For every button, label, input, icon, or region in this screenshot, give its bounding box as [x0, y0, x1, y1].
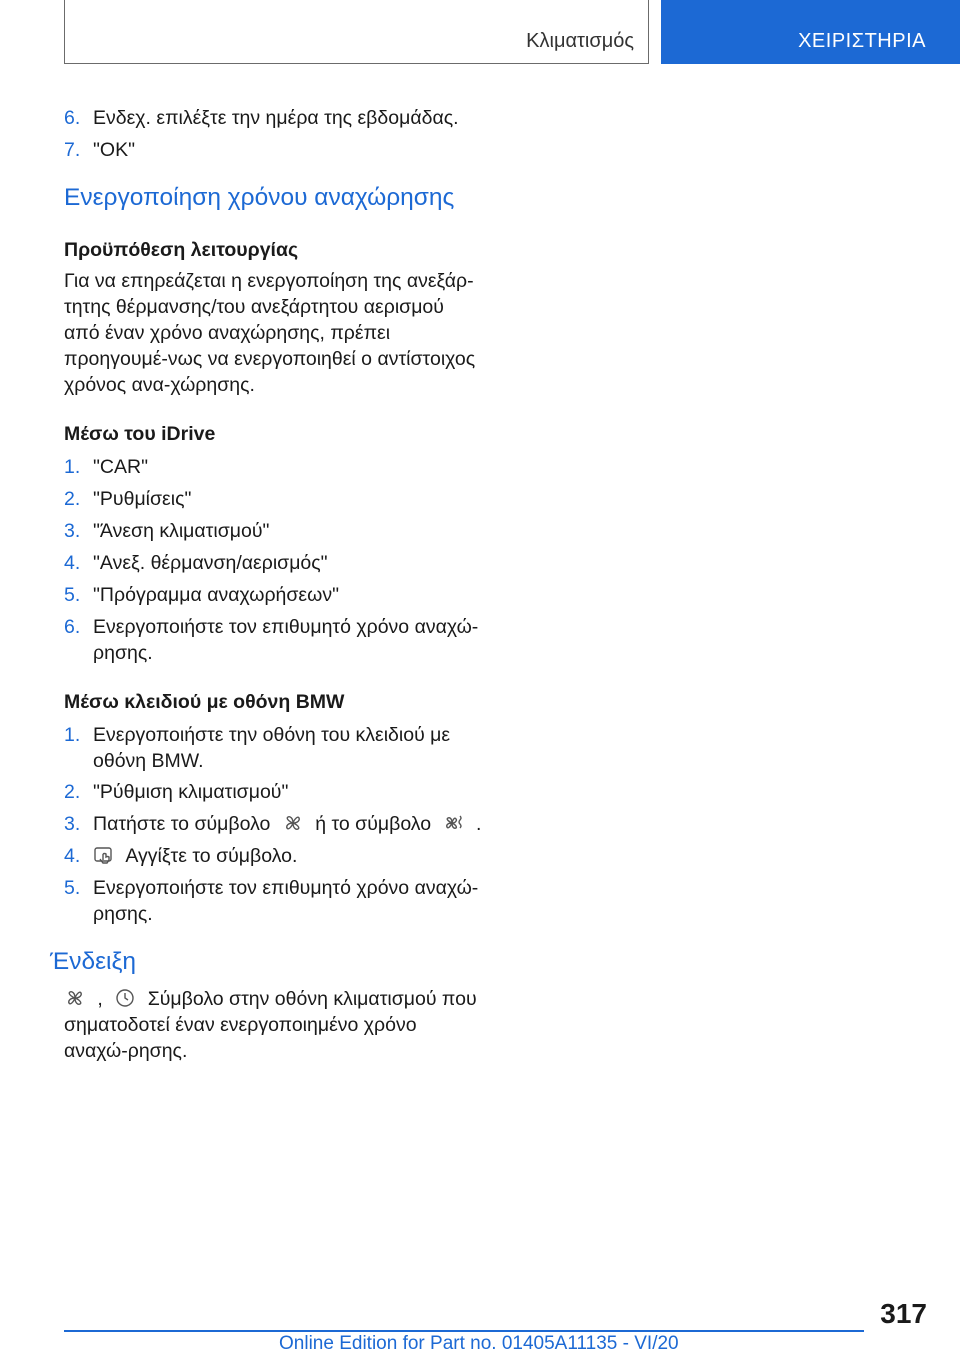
list-item: [64, 722, 483, 774]
fan-heat-icon: [443, 812, 465, 834]
list-item: [64, 518, 483, 544]
step4-text: Αγγίξτε το σύμβολο.: [125, 845, 298, 867]
list-item: [64, 582, 483, 608]
key-heading: Μέσω κλειδιού με οθόνη BMW: [64, 691, 345, 713]
indication-text: [64, 986, 484, 1064]
step-number: 4.: [64, 552, 81, 574]
step-text: [93, 843, 483, 869]
step-number: 2.: [64, 488, 81, 510]
step3-text-c: .: [475, 813, 482, 835]
step-number: 5.: [64, 877, 81, 899]
step-number: 6.: [64, 616, 81, 638]
list-item: [64, 614, 483, 666]
list-item: [64, 137, 483, 163]
list-item: [64, 486, 483, 512]
header-section-title: Κλιματισμός: [526, 30, 634, 52]
list-item: [64, 875, 483, 927]
fan-icon: [64, 987, 86, 1009]
list-item: [64, 779, 483, 805]
step-text: Ενεργοποιήστε τον επιθυμητό χρόνο αναχώ-ρησης.: [93, 877, 479, 925]
header-manual-label: ΧΕΙΡΙΣΤΗΡΙΑ: [798, 30, 926, 52]
indication-text-a: Σύμβολο στην οθόνη κλιματισμού που: [147, 988, 477, 1010]
touch-screen-icon: [93, 844, 115, 866]
step-number: 2.: [64, 781, 81, 803]
footer-divider: [64, 1330, 864, 1332]
step-number: 6.: [64, 107, 81, 129]
list-item: [64, 454, 483, 480]
footer-edition: Online Edition for Part no. 01405A11135 - VI/20: [279, 1333, 679, 1354]
step-text: [93, 811, 483, 837]
step-text: "Πρόγραμμα αναχωρήσεων": [93, 584, 340, 606]
page-number: 317: [880, 1298, 927, 1329]
list-item: [64, 811, 483, 837]
step-number: 4.: [64, 845, 81, 867]
step-text: "Άνεση κλιματισμού": [93, 520, 270, 542]
step-text: "Ρύθμιση κλιματισμού": [93, 781, 289, 803]
step-text: "Ανεξ. θέρμανση/αερισμός": [93, 552, 328, 574]
list-item: [64, 550, 483, 576]
step-number: 5.: [64, 584, 81, 606]
step-text: Ενεργοποιήστε τον επιθυμητό χρόνο αναχώ-ρησης.: [93, 616, 479, 664]
fan-icon: [282, 812, 304, 834]
step-text: "CAR": [93, 456, 149, 478]
step-text: "OK": [93, 139, 136, 161]
section-title-indication: Ένδειξη: [50, 948, 137, 975]
clock-icon: [114, 987, 136, 1009]
step3-text-b: ή το σύμβολο: [315, 813, 432, 835]
section-title-activate: Ενεργοποίηση χρόνου αναχώρησης: [64, 184, 455, 211]
step-text: Ενδεχ. επιλέξτε την ημέρα της εβδομάδας.: [93, 107, 459, 129]
step-number: 3.: [64, 813, 81, 835]
step-number: 1.: [64, 724, 81, 746]
prereq-heading: Προϋπόθεση λειτουργίας: [64, 239, 299, 261]
list-item: [64, 105, 483, 131]
step-number: 7.: [64, 139, 81, 161]
header-manual-tab: [661, 0, 960, 64]
indication-separator: ,: [97, 988, 103, 1010]
header-section-box: [64, 0, 649, 64]
step3-text-a: Πατήστε το σύμβολο: [93, 813, 271, 835]
prereq-text: Για να επηρεάζεται η ενεργοποίηση της ανεξάρ-τητης θέρμανσης/του ανεξάρτητου αερισμού από έναν χρόνο αναχώρησης, πρέπει προηγουμέ-νως να ενεργοποιηθεί ο αντίστοιχος χρόνος ανα-χώρησης.: [64, 270, 476, 396]
list-item: [64, 843, 483, 869]
step-text: "Ρυθμίσεις": [93, 488, 192, 510]
idrive-heading: Μέσω του iDrive: [64, 423, 216, 445]
indication-text-b: σηματοδοτεί έναν ενεργοποιημένο χρόνο αναχώ-ρησης.: [64, 1014, 417, 1062]
step-number: 3.: [64, 520, 81, 542]
step-number: 1.: [64, 456, 81, 478]
step-text: Ενεργοποιήστε την οθόνη του κλειδιού με οθόνη BMW.: [93, 724, 451, 772]
